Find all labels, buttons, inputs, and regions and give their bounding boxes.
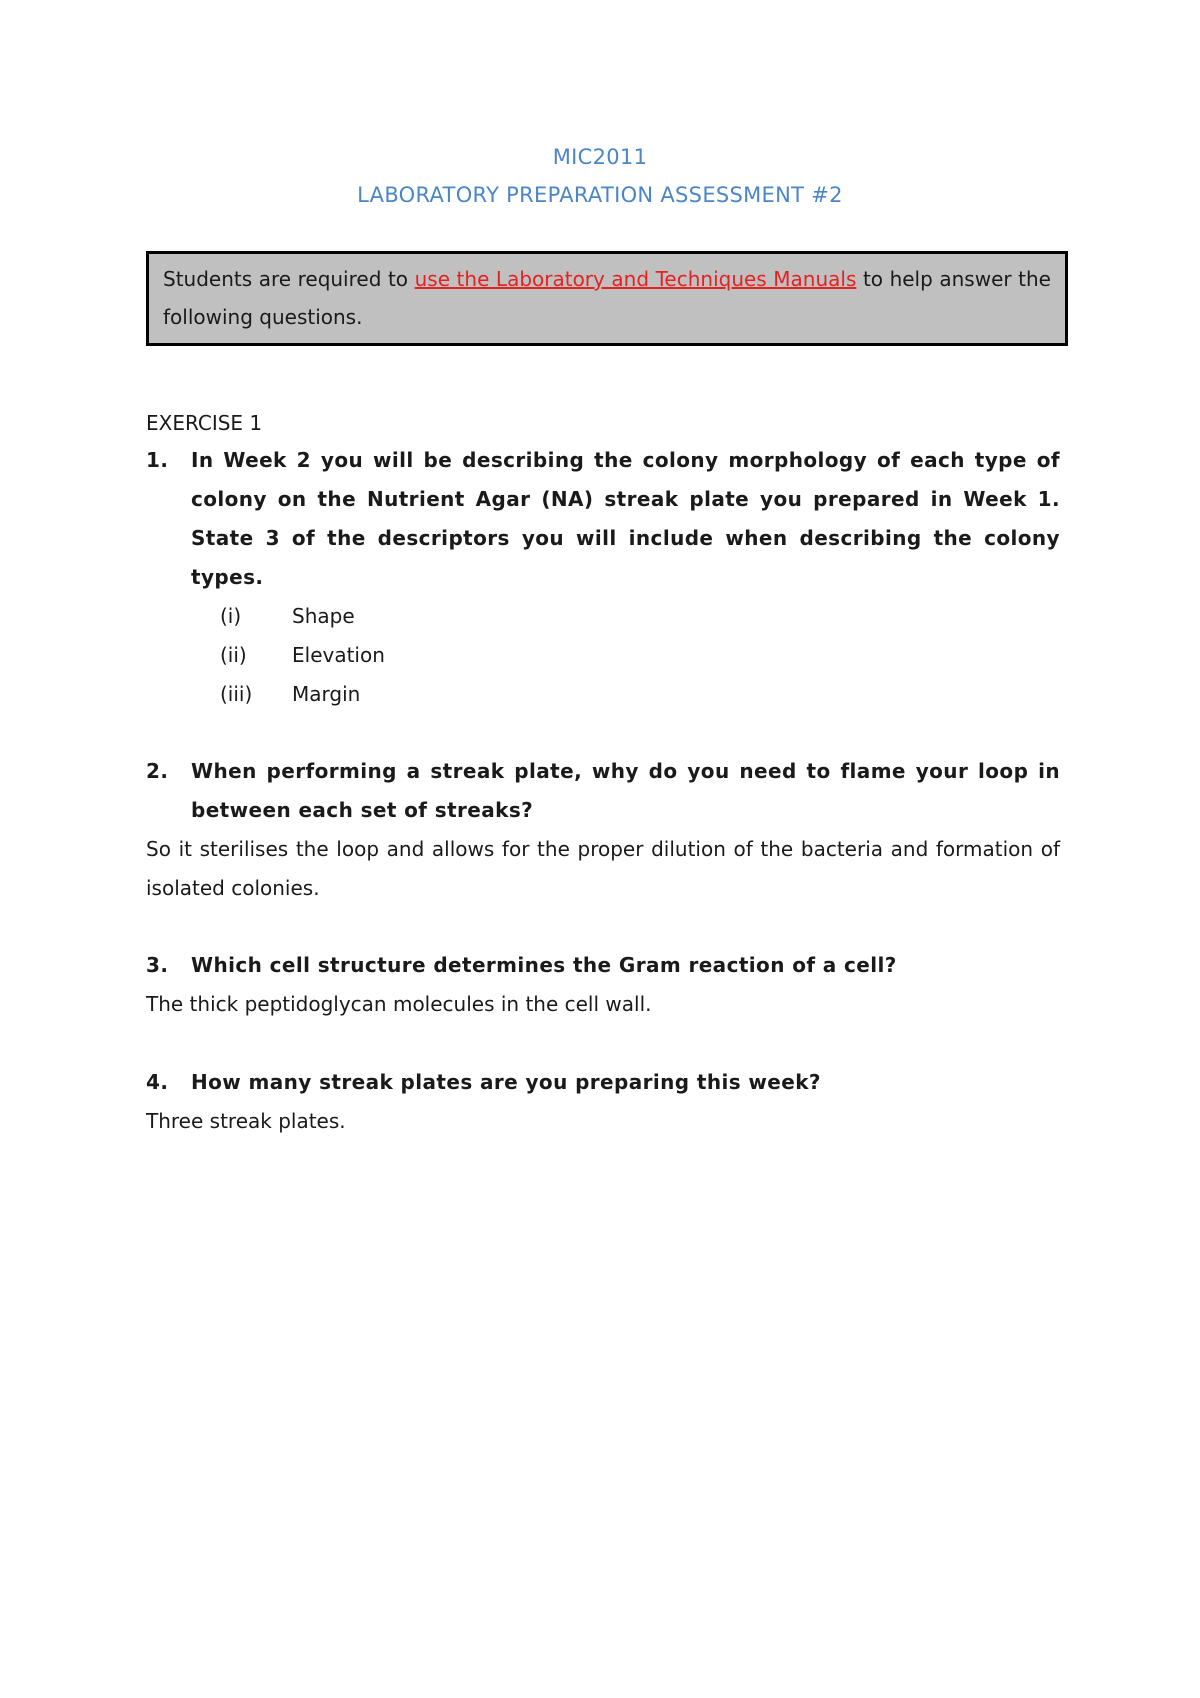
answer-2: So it sterilises the loop and allows for the proper dilution of the bacteria and formation of isolated colonies. <box>146 837 1060 900</box>
answer-3: The thick peptidoglycan molecules in the cell wall. <box>146 992 652 1016</box>
manuals-link[interactable]: use the Laboratory and Techniques Manuals <box>414 267 857 291</box>
assessment-title: LABORATORY PREPARATION ASSESSMENT #2 <box>357 183 843 207</box>
question-text: Which cell structure determines the Gram reaction of a cell? <box>191 953 897 977</box>
list-item-text: Margin <box>292 682 361 706</box>
question-number: 1. <box>146 448 169 472</box>
list-item-label: (ii) <box>220 643 247 667</box>
question-number: 2. <box>146 759 169 783</box>
question-text: In Week 2 you will be describing the colony morphology of each type of colony on the Nutrient Agar (NA) streak plate you prepared in Week 1. State 3 of the descriptors you will include when describing the colony types. <box>191 448 1060 589</box>
instruction-text-before: Students are required to <box>163 267 415 291</box>
instruction-text-after: to help answer the following questions. <box>163 267 1051 329</box>
question-1 <box>146 441 1060 597</box>
question-number: 3. <box>146 953 169 977</box>
answer-4: Three streak plates. <box>146 1109 346 1133</box>
question-number: 4. <box>146 1070 169 1094</box>
instruction-box <box>146 251 1068 346</box>
question-4 <box>146 1063 1060 1102</box>
list-item-label: (iii) <box>220 682 253 706</box>
question-2 <box>146 752 1060 830</box>
list-item-label: (i) <box>220 604 242 628</box>
question-text: How many streak plates are you preparing this week? <box>191 1070 821 1094</box>
list-item-text: Shape <box>292 604 355 628</box>
course-code: MIC2011 <box>552 145 648 169</box>
question-3 <box>146 946 1060 985</box>
exercise-title: EXERCISE 1 <box>146 411 263 435</box>
question-text: When performing a streak plate, why do you need to flame your loop in between each set of streaks? <box>191 759 1060 822</box>
list-item-text: Elevation <box>292 643 385 667</box>
